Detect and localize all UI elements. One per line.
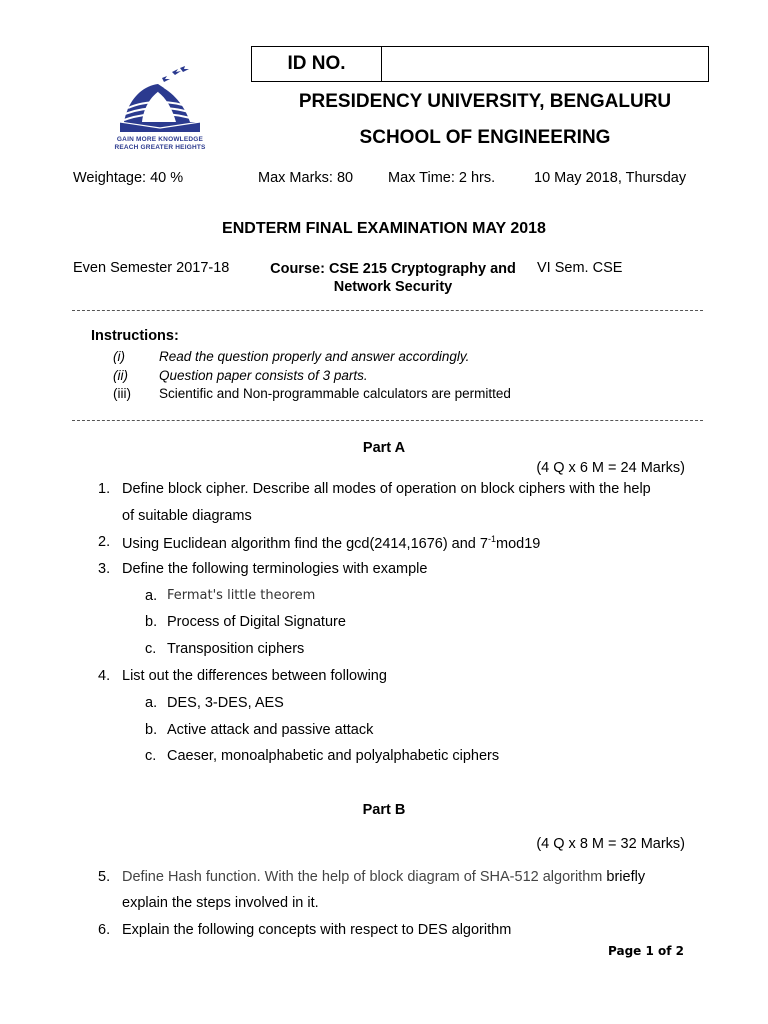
part-a-marks: (4 Q x 6 M = 24 Marks) xyxy=(536,460,685,476)
sub-question-text: Transposition ciphers xyxy=(167,641,305,657)
instruction-number: (i) xyxy=(113,349,125,364)
question-text-pre: Using Euclidean algorithm find the gcd(2414,1676) and 7 xyxy=(122,535,488,552)
part-b-marks: (4 Q x 8 M = 32 Marks) xyxy=(536,836,685,852)
instructions-heading: Instructions: xyxy=(91,328,179,344)
part-b-title: Part B xyxy=(362,802,406,818)
sub-question-text: Caeser, monoalphabetic and polyalphabetic ciphers xyxy=(167,748,500,764)
sub-question-letter: a. xyxy=(145,588,158,604)
sub-question-letter: c. xyxy=(145,641,157,657)
question-text xyxy=(122,869,645,885)
page-number: Page 1 of 2 xyxy=(608,944,684,958)
question-text: explain the steps involved in it. xyxy=(122,895,319,911)
school-name: SCHOOL OF ENGINEERING xyxy=(359,127,611,148)
instruction-number: (ii) xyxy=(113,368,128,383)
question-text xyxy=(122,534,540,552)
question-text: Define the following terminologies with example xyxy=(122,561,428,577)
max-time: Max Time: 2 hrs. xyxy=(388,170,496,186)
sub-question-text: DES, 3-DES, AES xyxy=(167,695,284,711)
instruction-text: Read the question properly and answer accordingly. xyxy=(159,349,470,364)
university-logo xyxy=(112,64,208,154)
exponent: -1 xyxy=(487,534,496,544)
sub-question-letter: c. xyxy=(145,748,157,764)
max-marks: Max Marks: 80 xyxy=(258,170,354,186)
logo-emblem-icon xyxy=(112,64,208,136)
question-text-tail: briefly xyxy=(602,869,646,885)
class-name: VI Sem. CSE xyxy=(537,260,623,276)
question-text-post: mod19 xyxy=(495,535,541,552)
question-number: 5. xyxy=(98,869,111,885)
question-number: 2. xyxy=(98,534,111,550)
question-number: 4. xyxy=(98,668,111,684)
part-a-title: Part A xyxy=(362,440,406,456)
instruction-number: (iii) xyxy=(113,386,131,401)
sub-question-text: Active attack and passive attack xyxy=(167,722,374,738)
question-text-main: Define Hash function. With the help of block diagram of SHA-512 algorithm xyxy=(122,869,603,885)
exam-title: ENDTERM FINAL EXAMINATION MAY 2018 xyxy=(222,220,546,237)
question-number: 3. xyxy=(98,561,111,577)
logo-caption-line2: REACH GREATER HEIGHTS xyxy=(114,144,206,151)
id-number-field[interactable] xyxy=(382,47,708,81)
course-title xyxy=(258,260,528,296)
logo-caption-line1: GAIN MORE KNOWLEDGE xyxy=(116,136,204,143)
divider xyxy=(72,420,703,421)
divider xyxy=(72,310,703,311)
course-title-line2: Network Security xyxy=(333,279,453,295)
sub-question-letter: b. xyxy=(145,722,158,738)
question-text: Explain the following concepts with respect to DES algorithm xyxy=(122,922,512,938)
semester: Even Semester 2017-18 xyxy=(73,260,230,276)
question-number: 1. xyxy=(98,481,111,497)
sub-question-text: Process of Digital Signature xyxy=(167,614,346,630)
question-text: List out the differences between following xyxy=(122,668,387,684)
instruction-text: Question paper consists of 3 parts. xyxy=(159,368,368,383)
sub-question-letter: b. xyxy=(145,614,158,630)
question-number: 6. xyxy=(98,922,111,938)
question-text: Define block cipher. Describe all modes of operation on block ciphers with the help xyxy=(122,481,651,497)
weightage: Weightage: 40 % xyxy=(73,170,184,186)
id-number-label: ID NO. xyxy=(252,47,382,81)
sub-question-letter: a. xyxy=(145,695,158,711)
instruction-text: Scientific and Non-programmable calculators are permitted xyxy=(159,386,511,401)
question-text: of suitable diagrams xyxy=(122,508,252,524)
university-name: PRESIDENCY UNIVERSITY, BENGALURU xyxy=(298,91,672,112)
course-title-line1: Course: CSE 215 Cryptography and xyxy=(270,261,516,277)
sub-question-text: Fermat's little theorem xyxy=(167,588,316,603)
id-number-box xyxy=(251,46,709,82)
exam-date: 10 May 2018, Thursday xyxy=(534,170,687,186)
